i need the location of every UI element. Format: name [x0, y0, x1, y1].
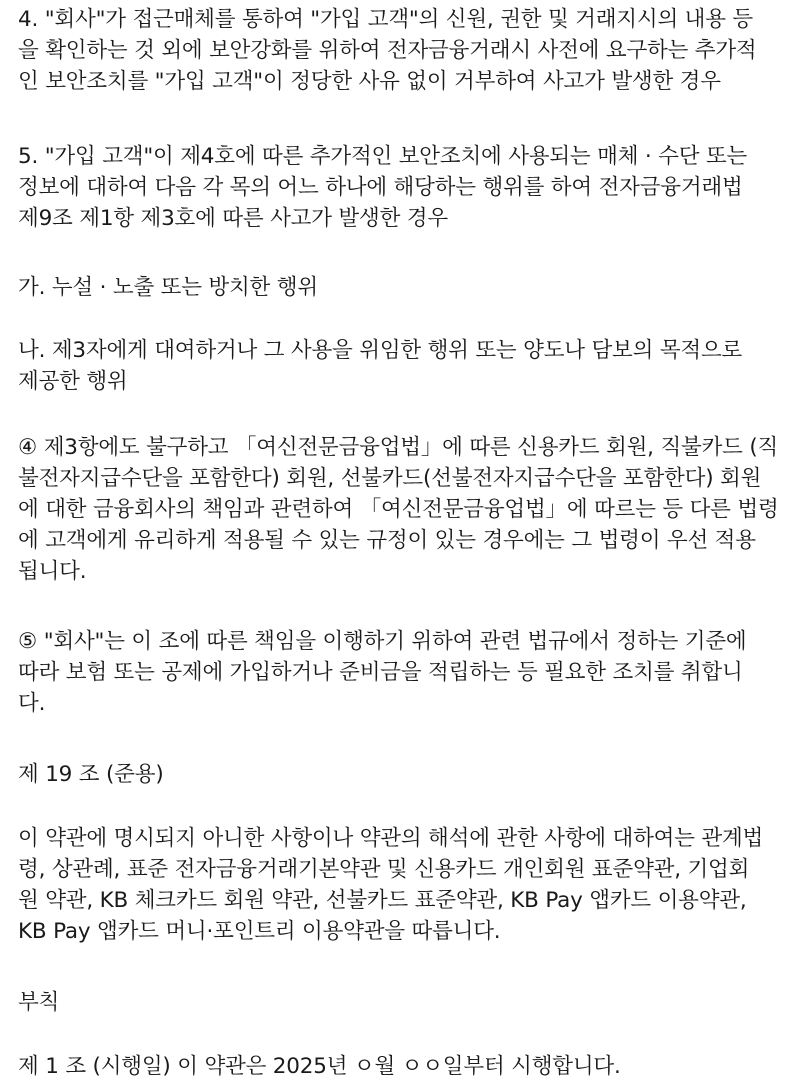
text-line: ⑤ "회사"는 이 조에 따른 책임을 이행하기 위하여 관련 법규에서 정하는 기준에	[18, 629, 747, 654]
article-19-body	[18, 823, 788, 947]
text-line: 됩니다.	[18, 559, 87, 584]
text-line: 인 보안조치를 "가입 고객"이 정당한 사유 없이 거부하여 사고가 발생한 경우	[18, 69, 721, 94]
clause-4-paragraph	[18, 432, 788, 587]
text-line: 정보에 대하여 다음 각 목의 어느 하나에 해당하는 행위를 하여 전자금융거래법	[18, 175, 743, 200]
text-line: 에 고객에게 유리하게 적용될 수 있는 규정이 있는 경우에는 그 법령이 우선 적용	[18, 528, 756, 553]
item-ga-paragraph	[18, 272, 788, 303]
text-line: 에 대한 금융회사의 책임과 관련하여 「여신전문금융업법」에 따르는 등 다른 법령	[18, 497, 779, 522]
text-line: 제공한 행위	[18, 369, 128, 394]
text-line: 다.	[18, 691, 46, 716]
text-line: 부칙	[18, 990, 60, 1015]
text-line: KB Pay 앱카드 머니·포인트리 이용약관을 따릅니다.	[18, 919, 501, 944]
item-4-paragraph	[18, 4, 788, 97]
text-line: 령, 상관례, 표준 전자금융거래기본약관 및 신용카드 개인회원 표준약관, 기업회	[18, 857, 750, 882]
clause-5-paragraph	[18, 626, 788, 719]
text-line: 따라 보험 또는 공제에 가입하거나 준비금을 적립하는 등 필요한 조치를 취합니	[18, 660, 743, 685]
addendum-heading	[18, 987, 788, 1018]
item-5-paragraph	[18, 141, 788, 234]
text-line: 4. "회사"가 접근매체를 통하여 "가입 고객"의 신원, 권한 및 거래지시의 내용 등	[18, 7, 753, 32]
text-line: 불전자지급수단을 포함한다) 회원, 선불카드(선불전자지급수단을 포함한다) 회원	[18, 466, 762, 491]
text-line: 이 약관에 명시되지 아니한 사항이나 약관의 해석에 관한 사항에 대하여는 관계법	[18, 826, 764, 851]
text-line: 가. 누설 · 노출 또는 방치한 행위	[18, 275, 318, 300]
text-line: ④ 제3항에도 불구하고 「여신전문금융업법」에 따른 신용카드 회원, 직불카드 (직	[18, 435, 779, 460]
text-line: 제 19 조 (준용)	[18, 762, 164, 787]
article-19-heading	[18, 759, 788, 790]
addendum-article-1	[18, 1051, 788, 1082]
text-line: 5. "가입 고객"이 제4호에 따른 추가적인 보안조치에 사용되는 매체 · 수단 또는	[18, 144, 748, 169]
text-line: 원 약관, KB 체크카드 회원 약관, 선불카드 표준약관, KB Pay 앱카드 이용약관,	[18, 888, 747, 913]
text-line: 을 확인하는 것 외에 보안강화를 위하여 전자금융거래시 사전에 요구하는 추가적	[18, 38, 757, 63]
item-na-paragraph	[18, 335, 788, 397]
text-line: 제9조 제1항 제3호에 따른 사고가 발생한 경우	[18, 206, 448, 231]
text-line: 제 1 조 (시행일) 이 약관은 2025년 ㅇ월 ㅇㅇ일부터 시행합니다.	[18, 1054, 621, 1079]
text-line: 나. 제3자에게 대여하거나 그 사용을 위임한 행위 또는 양도나 담보의 목적으로	[18, 338, 743, 363]
